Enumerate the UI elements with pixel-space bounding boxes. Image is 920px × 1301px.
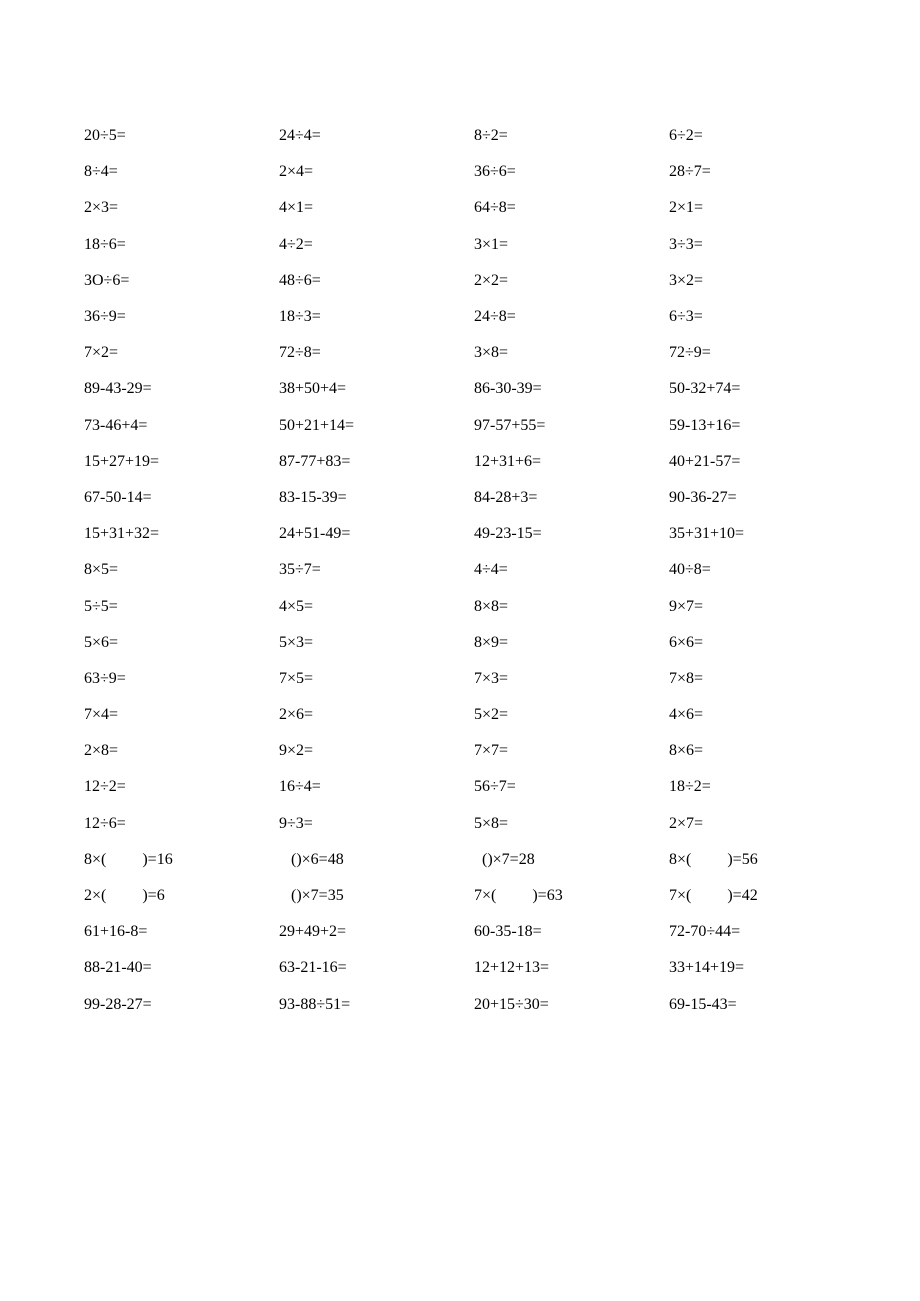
problem-row bbox=[84, 371, 864, 407]
problem-row bbox=[84, 914, 864, 950]
math-problem: 64÷8= bbox=[474, 199, 516, 217]
math-problem: 7×7= bbox=[474, 742, 509, 760]
math-problem: 6÷3= bbox=[669, 308, 703, 326]
math-problem: 6÷2= bbox=[669, 127, 703, 145]
math-problem: 7×( )=42 bbox=[669, 887, 758, 905]
math-problem: 72-70÷44= bbox=[669, 923, 741, 941]
math-problem: 2×7= bbox=[669, 814, 704, 832]
math-problem: 29+49+2= bbox=[279, 923, 347, 941]
math-problem: 83-15-39= bbox=[279, 488, 347, 506]
math-problem: 3O÷6= bbox=[84, 271, 130, 289]
worksheet bbox=[84, 118, 864, 1023]
math-problem: 72÷8= bbox=[279, 344, 321, 362]
problem-row bbox=[84, 444, 864, 480]
problem-row bbox=[84, 335, 864, 371]
problem-row bbox=[84, 154, 864, 190]
math-problem: 87-77+83= bbox=[279, 452, 351, 470]
math-problem: 67-50-14= bbox=[84, 488, 152, 506]
math-problem: 5×2= bbox=[474, 706, 509, 724]
math-problem: 40÷8= bbox=[669, 561, 711, 579]
math-problem: 24+51-49= bbox=[279, 525, 351, 543]
math-problem: 7×5= bbox=[279, 669, 314, 687]
math-problem: 18÷3= bbox=[279, 308, 321, 326]
problem-row bbox=[84, 588, 864, 624]
math-problem: 18÷2= bbox=[669, 778, 711, 796]
math-problem: 59-13+16= bbox=[669, 416, 741, 434]
math-problem: 36÷6= bbox=[474, 163, 516, 181]
math-problem: 5×3= bbox=[279, 633, 314, 651]
problem-row bbox=[84, 987, 864, 1023]
math-problem: 48÷6= bbox=[279, 271, 321, 289]
math-problem: 4×1= bbox=[279, 199, 314, 217]
math-problem: 28÷7= bbox=[669, 163, 711, 181]
math-problem: 6×6= bbox=[669, 633, 704, 651]
math-problem: 4×6= bbox=[669, 706, 704, 724]
math-problem: 7×4= bbox=[84, 706, 119, 724]
math-problem: 8×6= bbox=[669, 742, 704, 760]
problem-row bbox=[84, 118, 864, 154]
math-problem: 9×7= bbox=[669, 597, 704, 615]
math-problem: 8×( )=56 bbox=[669, 850, 758, 868]
problem-row bbox=[84, 299, 864, 335]
math-problem: 2×2= bbox=[474, 271, 509, 289]
math-problem: 8×8= bbox=[474, 597, 509, 615]
problem-row bbox=[84, 227, 864, 263]
math-problem: 12÷2= bbox=[84, 778, 126, 796]
math-problem: 7×( )=63 bbox=[474, 887, 563, 905]
problem-row bbox=[84, 733, 864, 769]
math-problem: 20+15÷30= bbox=[474, 995, 549, 1013]
math-problem: 61+16-8= bbox=[84, 923, 148, 941]
problem-row bbox=[84, 842, 864, 878]
math-problem: 72÷9= bbox=[669, 344, 711, 362]
math-problem: 4÷2= bbox=[279, 235, 313, 253]
problem-row bbox=[84, 878, 864, 914]
math-problem: 38+50+4= bbox=[279, 380, 347, 398]
problem-row bbox=[84, 806, 864, 842]
math-problem: 3×2= bbox=[669, 271, 704, 289]
problem-row bbox=[84, 950, 864, 986]
problem-row bbox=[84, 480, 864, 516]
math-problem: 2×6= bbox=[279, 706, 314, 724]
math-problem: 18÷6= bbox=[84, 235, 126, 253]
math-problem: 20÷5= bbox=[84, 127, 126, 145]
math-problem: 3÷3= bbox=[669, 235, 703, 253]
math-problem: 2×3= bbox=[84, 199, 119, 217]
math-problem: 12+12+13= bbox=[474, 959, 550, 977]
problem-row bbox=[84, 408, 864, 444]
math-problem: 35÷7= bbox=[279, 561, 321, 579]
problem-row bbox=[84, 552, 864, 588]
math-problem: 35+31+10= bbox=[669, 525, 745, 543]
math-problem: 50-32+74= bbox=[669, 380, 741, 398]
math-problem: 8÷4= bbox=[84, 163, 118, 181]
problem-row bbox=[84, 661, 864, 697]
math-problem: ()×7=28 bbox=[474, 850, 535, 868]
math-problem: 69-15-43= bbox=[669, 995, 737, 1013]
problem-row bbox=[84, 263, 864, 299]
math-problem: 7×3= bbox=[474, 669, 509, 687]
math-problem: 93-88÷51= bbox=[279, 995, 351, 1013]
math-problem: ()×6=48 bbox=[279, 850, 344, 868]
problem-row bbox=[84, 625, 864, 661]
problem-row bbox=[84, 190, 864, 226]
math-problem: 7×8= bbox=[669, 669, 704, 687]
math-problem: 63-21-16= bbox=[279, 959, 347, 977]
math-problem: 16÷4= bbox=[279, 778, 321, 796]
math-problem: 5÷5= bbox=[84, 597, 118, 615]
math-problem: 90-36-27= bbox=[669, 488, 737, 506]
math-problem: 3×1= bbox=[474, 235, 509, 253]
math-problem: 36÷9= bbox=[84, 308, 126, 326]
math-problem: 12+31+6= bbox=[474, 452, 542, 470]
math-problem: 7×2= bbox=[84, 344, 119, 362]
math-problem: 2×( )=6 bbox=[84, 887, 165, 905]
math-problem: 5×8= bbox=[474, 814, 509, 832]
math-problem: 9×2= bbox=[279, 742, 314, 760]
math-problem: 5×6= bbox=[84, 633, 119, 651]
math-problem: 97-57+55= bbox=[474, 416, 546, 434]
math-problem: 4×5= bbox=[279, 597, 314, 615]
math-problem: 9÷3= bbox=[279, 814, 313, 832]
problem-row bbox=[84, 769, 864, 805]
math-problem: 86-30-39= bbox=[474, 380, 542, 398]
math-problem: 4÷4= bbox=[474, 561, 508, 579]
math-problem: 15+27+19= bbox=[84, 452, 160, 470]
math-problem: 8×5= bbox=[84, 561, 119, 579]
math-problem: 63÷9= bbox=[84, 669, 126, 687]
math-problem: 2×4= bbox=[279, 163, 314, 181]
math-problem: 99-28-27= bbox=[84, 995, 152, 1013]
math-problem: 60-35-18= bbox=[474, 923, 542, 941]
math-problem: 33+14+19= bbox=[669, 959, 745, 977]
math-problem: 49-23-15= bbox=[474, 525, 542, 543]
math-problem: 8÷2= bbox=[474, 127, 508, 145]
math-problem: 88-21-40= bbox=[84, 959, 152, 977]
math-problem: 8×9= bbox=[474, 633, 509, 651]
math-problem: 24÷8= bbox=[474, 308, 516, 326]
math-problem: 56÷7= bbox=[474, 778, 516, 796]
math-problem: 2×1= bbox=[669, 199, 704, 217]
problem-row bbox=[84, 697, 864, 733]
math-problem: 12÷6= bbox=[84, 814, 126, 832]
math-problem: 50+21+14= bbox=[279, 416, 355, 434]
problem-row bbox=[84, 516, 864, 552]
math-problem: 84-28+3= bbox=[474, 488, 538, 506]
math-problem: 15+31+32= bbox=[84, 525, 160, 543]
math-problem: 2×8= bbox=[84, 742, 119, 760]
math-problem: 3×8= bbox=[474, 344, 509, 362]
math-problem: 73-46+4= bbox=[84, 416, 148, 434]
math-problem: 8×( )=16 bbox=[84, 850, 173, 868]
math-problem: 24÷4= bbox=[279, 127, 321, 145]
math-problem: ()×7=35 bbox=[279, 887, 344, 905]
math-problem: 89-43-29= bbox=[84, 380, 152, 398]
math-problem: 40+21-57= bbox=[669, 452, 741, 470]
